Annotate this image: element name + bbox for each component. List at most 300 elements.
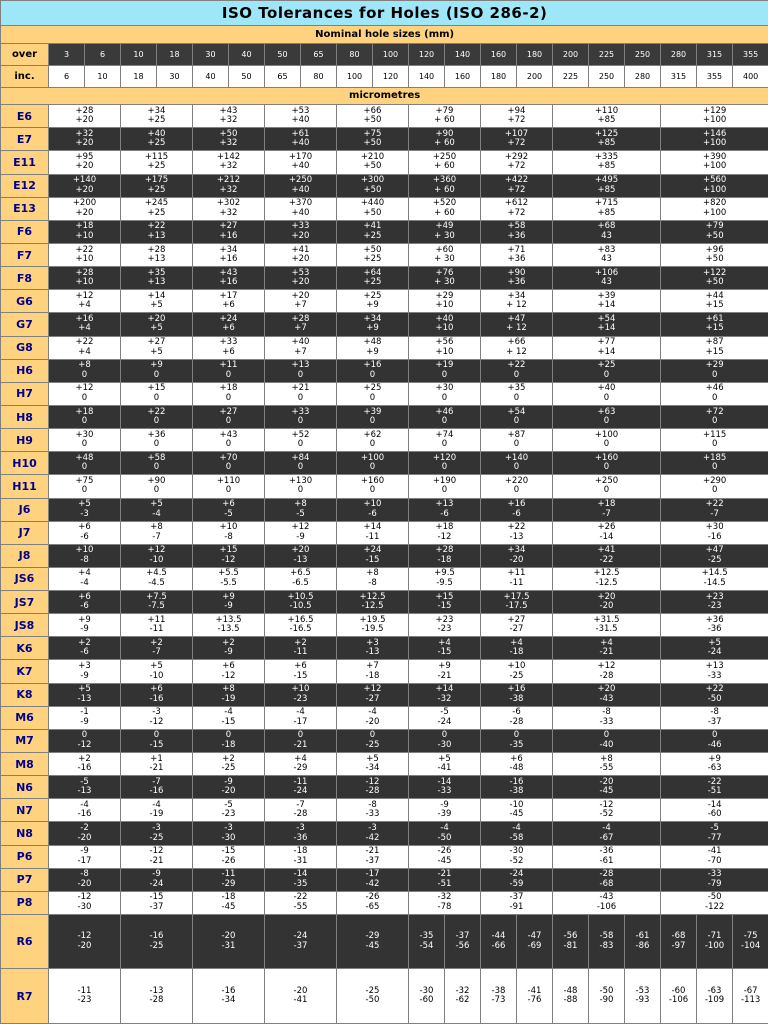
lower-deviation: +32 (219, 184, 238, 195)
tolerance-value-cell (481, 915, 517, 969)
upper-deviation: -12 (77, 931, 92, 942)
upper-deviation: -56 (563, 931, 578, 942)
table-row (1, 105, 768, 128)
upper-deviation: +40 (597, 383, 616, 394)
lower-deviation: -11 (509, 577, 524, 588)
tolerance-value-cell (409, 729, 481, 752)
lower-deviation: +100 (702, 184, 727, 195)
tolerance-value-cell (193, 868, 265, 891)
lower-deviation: +36 (507, 254, 526, 265)
tolerance-value-cell (337, 475, 409, 498)
tolerance-value-cell (265, 290, 337, 313)
tolerance-value-cell (481, 969, 517, 1024)
upper-deviation: +84 (291, 452, 310, 463)
upper-deviation: +20 (597, 684, 616, 695)
upper-deviation: +250 (594, 475, 619, 486)
upper-deviation: +25 (363, 383, 382, 394)
upper-deviation: -4 (512, 823, 521, 834)
upper-deviation: +4 (294, 753, 307, 764)
tolerance-value-cell (49, 591, 121, 614)
upper-deviation: -11 (221, 869, 236, 880)
lower-deviation: -88 (563, 995, 578, 1006)
tolerance-value-cell (265, 405, 337, 428)
tolerance-value-cell (661, 753, 768, 776)
tolerance-class-label: E11 (1, 151, 49, 174)
upper-deviation: +10 (75, 545, 94, 556)
lower-deviation: +100 (702, 207, 727, 218)
upper-deviation: -7 (296, 799, 305, 810)
tolerance-value-cell (121, 868, 193, 891)
lower-deviation: 0 (225, 462, 232, 473)
upper-deviation: -14 (293, 869, 308, 880)
upper-deviation: +44 (705, 290, 724, 301)
lower-deviation: -81 (563, 940, 578, 951)
tolerance-value-cell (49, 799, 121, 822)
inc-size-cell: 355 (697, 65, 733, 87)
upper-deviation: +2 (294, 637, 307, 648)
tolerance-class-label: JS8 (1, 614, 49, 637)
upper-deviation: +13.5 (215, 614, 242, 625)
lower-deviation: -24 (437, 716, 452, 727)
lower-deviation: +6 (222, 323, 235, 334)
tolerance-value-cell (193, 452, 265, 475)
tolerance-value-cell (553, 845, 661, 868)
lower-deviation: +4 (78, 346, 91, 357)
upper-deviation: -22 (293, 892, 308, 903)
tolerance-value-cell (193, 475, 265, 498)
upper-deviation: -4 (368, 707, 377, 718)
lower-deviation: -20 (77, 832, 92, 843)
lower-deviation: 0 (369, 392, 376, 403)
tolerance-value-cell (661, 220, 768, 243)
lower-deviation: -36 (293, 832, 308, 843)
lower-deviation: -28 (365, 786, 380, 797)
tolerance-value-cell (121, 452, 193, 475)
tolerance-value-cell (661, 637, 768, 660)
over-size-cell: 40 (229, 43, 265, 65)
lower-deviation: -12 (221, 554, 236, 565)
tolerance-value-cell (49, 915, 121, 969)
lower-deviation: +50 (705, 277, 724, 288)
lower-deviation: -6 (80, 601, 89, 612)
upper-deviation: +14 (147, 290, 166, 301)
table-row (1, 776, 768, 799)
tolerance-value-cell (445, 969, 481, 1024)
over-size-cell: 355 (733, 43, 768, 65)
lower-deviation: -54 (419, 940, 434, 951)
over-size-cell: 315 (697, 43, 733, 65)
upper-deviation: +17 (219, 290, 238, 301)
tolerance-value-cell (337, 243, 409, 266)
upper-deviation: -25 (365, 985, 380, 996)
table-row (1, 868, 768, 891)
inc-size-cell: 40 (193, 65, 229, 87)
tolerance-value-cell (265, 753, 337, 776)
lower-deviation: -11 (293, 647, 308, 658)
tolerance-value-cell (337, 845, 409, 868)
upper-deviation: +3 (366, 637, 379, 648)
tolerance-value-cell (661, 567, 768, 590)
table-row (1, 614, 768, 637)
upper-deviation: 0 (153, 730, 160, 741)
upper-deviation: +160 (594, 452, 619, 463)
tolerance-value-cell (121, 544, 193, 567)
lower-deviation: -5 (224, 508, 233, 519)
table-row (1, 706, 768, 729)
tolerance-value-cell (553, 313, 661, 336)
table-row (1, 243, 768, 266)
tolerance-value-cell (49, 567, 121, 590)
tolerance-value-cell (121, 637, 193, 660)
tolerance-value-cell (337, 591, 409, 614)
over-size-cell: 6 (85, 43, 121, 65)
upper-deviation: -17 (365, 869, 380, 880)
upper-deviation: +6 (222, 661, 235, 672)
upper-deviation: +12 (363, 684, 382, 695)
upper-deviation: +12.5 (359, 591, 386, 602)
tolerance-class-label: JS6 (1, 567, 49, 590)
tolerance-value-cell (193, 105, 265, 128)
lower-deviation: -25 (221, 763, 236, 774)
lower-deviation: -86 (635, 940, 650, 951)
upper-deviation: +20 (291, 290, 310, 301)
tolerance-value-cell (121, 891, 193, 914)
upper-deviation: +212 (216, 175, 241, 186)
tolerance-value-cell (121, 128, 193, 151)
lower-deviation: -9.5 (436, 577, 453, 588)
upper-deviation: +13 (291, 360, 310, 371)
upper-deviation: +24 (363, 545, 382, 556)
upper-deviation: -10 (509, 799, 524, 810)
lower-deviation: -20 (221, 786, 236, 797)
lower-deviation: +25 (147, 184, 166, 195)
upper-deviation: +70 (219, 452, 238, 463)
tolerance-class-label: J6 (1, 498, 49, 521)
upper-deviation: +10.5 (287, 591, 314, 602)
lower-deviation: 0 (81, 369, 88, 380)
lower-deviation: +7 (294, 323, 307, 334)
lower-deviation: -13 (365, 647, 380, 658)
tolerance-class-label: N6 (1, 776, 49, 799)
lower-deviation: -20 (509, 554, 524, 565)
upper-deviation: +72 (705, 406, 724, 417)
lower-deviation: 0 (153, 392, 160, 403)
tolerance-value-cell (337, 567, 409, 590)
upper-deviation: +200 (72, 198, 97, 209)
lower-deviation: -100 (704, 940, 725, 951)
upper-deviation: +90 (147, 475, 166, 486)
lower-deviation: -19 (149, 809, 164, 820)
lower-deviation: -7.5 (148, 601, 165, 612)
tolerance-value-cell (481, 614, 553, 637)
inc-size-cell: 400 (733, 65, 768, 87)
lower-deviation: -79 (707, 878, 722, 889)
upper-deviation: +5 (366, 753, 379, 764)
upper-deviation: -44 (491, 931, 506, 942)
tolerance-value-cell (661, 915, 697, 969)
tolerance-value-cell (337, 220, 409, 243)
upper-deviation: +62 (363, 429, 382, 440)
upper-deviation: +5 (708, 637, 721, 648)
lower-deviation: -20 (77, 940, 92, 951)
tolerance-value-cell (553, 868, 661, 891)
upper-deviation: -67 (743, 985, 758, 996)
lower-deviation: +10 (435, 323, 454, 334)
tolerance-class-label: K6 (1, 637, 49, 660)
lower-deviation: -40 (599, 739, 614, 750)
tolerance-value-cell (337, 822, 409, 845)
upper-deviation: +32 (75, 128, 94, 139)
tolerance-value-cell (553, 498, 661, 521)
upper-deviation: +90 (507, 267, 526, 278)
upper-deviation: 0 (603, 730, 610, 741)
upper-deviation: +35 (147, 267, 166, 278)
tolerance-value-cell (337, 683, 409, 706)
table-row (1, 336, 768, 359)
lower-deviation: -66 (491, 940, 506, 951)
upper-deviation: +46 (705, 383, 724, 394)
upper-deviation: -8 (710, 707, 719, 718)
tolerance-value-cell (409, 267, 481, 290)
upper-deviation: -9 (440, 799, 449, 810)
tolerance-class-label: E6 (1, 105, 49, 128)
tolerance-value-cell (481, 521, 553, 544)
upper-deviation: -4 (152, 799, 161, 810)
over-size-cell: 120 (409, 43, 445, 65)
tolerance-value-cell (337, 915, 409, 969)
lower-deviation: -18 (365, 670, 380, 681)
lower-deviation: +50 (363, 161, 382, 172)
tolerance-value-cell (265, 799, 337, 822)
lower-deviation: -7 (710, 508, 719, 519)
lower-deviation: +10 (435, 300, 454, 311)
tolerance-value-cell (481, 128, 553, 151)
tolerance-value-cell (409, 891, 481, 914)
tolerance-value-cell (193, 799, 265, 822)
tolerance-value-cell (409, 243, 481, 266)
tolerance-value-cell (481, 891, 553, 914)
upper-deviation: +560 (702, 175, 727, 186)
upper-deviation: +53 (291, 267, 310, 278)
lower-deviation: -25 (365, 739, 380, 750)
tolerance-value-cell (697, 915, 733, 969)
tolerance-value-cell (49, 729, 121, 752)
tolerance-value-cell (661, 128, 768, 151)
tolerance-value-cell (553, 683, 661, 706)
lower-deviation: -30 (77, 901, 92, 912)
tolerance-value-cell (265, 359, 337, 382)
tolerance-value-cell (481, 776, 553, 799)
lower-deviation: + 30 (434, 277, 455, 288)
lower-deviation: -59 (509, 878, 524, 889)
table-row (1, 521, 768, 544)
upper-deviation: -4 (440, 823, 449, 834)
lower-deviation: -38 (509, 693, 524, 704)
tolerance-value-cell (121, 359, 193, 382)
tolerance-value-cell (337, 429, 409, 452)
upper-deviation: +28 (147, 244, 166, 255)
lower-deviation: -35 (509, 739, 524, 750)
lower-deviation: + 60 (434, 115, 455, 126)
lower-deviation: -20 (365, 716, 380, 727)
tolerance-value-cell (265, 105, 337, 128)
tolerance-value-cell (661, 429, 768, 452)
tolerance-value-cell (661, 729, 768, 752)
upper-deviation: +74 (435, 429, 454, 440)
upper-deviation: +36 (705, 614, 724, 625)
lower-deviation: +50 (363, 184, 382, 195)
tolerance-value-cell (49, 128, 121, 151)
tolerance-value-cell (193, 521, 265, 544)
upper-deviation: +6.5 (290, 568, 311, 579)
tolerance-value-cell (661, 683, 768, 706)
tolerance-class-label: M7 (1, 729, 49, 752)
upper-deviation: +94 (507, 105, 526, 116)
upper-deviation: +9 (222, 591, 235, 602)
lower-deviation: +20 (75, 184, 94, 195)
tolerance-value-cell (265, 128, 337, 151)
upper-deviation: -60 (671, 985, 686, 996)
tolerance-value-cell (121, 267, 193, 290)
upper-deviation: +10 (363, 499, 382, 510)
lower-deviation: 0 (711, 485, 718, 496)
upper-deviation: -15 (149, 892, 164, 903)
tolerance-value-cell (193, 243, 265, 266)
lower-deviation: +5 (150, 300, 163, 311)
table-row (1, 498, 768, 521)
lower-deviation: -122 (705, 901, 725, 912)
upper-deviation: -11 (77, 985, 92, 996)
lower-deviation: -10.5 (289, 601, 312, 612)
tolerance-class-label: R7 (1, 969, 49, 1024)
inc-size-cell: 120 (373, 65, 409, 87)
upper-deviation: +715 (594, 198, 619, 209)
tolerance-value-cell (193, 915, 265, 969)
tolerance-value-cell (265, 197, 337, 220)
tolerance-value-cell (409, 429, 481, 452)
lower-deviation: +36 (507, 230, 526, 241)
lower-deviation: -9 (224, 647, 233, 658)
upper-deviation: +50 (219, 128, 238, 139)
lower-deviation: +10 (435, 346, 454, 357)
tolerance-value-cell (121, 660, 193, 683)
tolerance-value-cell (553, 429, 661, 452)
upper-deviation: +4 (78, 568, 91, 579)
upper-deviation: 0 (297, 730, 304, 741)
lower-deviation: +40 (291, 161, 310, 172)
lower-deviation: -7 (152, 647, 161, 658)
lower-deviation: + 60 (434, 161, 455, 172)
upper-deviation: -30 (419, 985, 434, 996)
upper-deviation: +26 (597, 522, 616, 533)
upper-deviation: -28 (599, 869, 614, 880)
tolerance-value-cell (409, 915, 445, 969)
tolerance-value-cell (409, 405, 481, 428)
upper-deviation: -41 (527, 985, 542, 996)
upper-deviation: +58 (507, 221, 526, 232)
lower-deviation: -27 (509, 624, 524, 635)
lower-deviation: -15 (365, 554, 380, 565)
lower-deviation: +14 (597, 300, 616, 311)
lower-deviation: +50 (363, 115, 382, 126)
tolerance-value-cell (121, 429, 193, 452)
lower-deviation: 0 (513, 462, 520, 473)
inc-size-cell: 50 (229, 65, 265, 87)
inc-size-cell: 80 (301, 65, 337, 87)
upper-deviation: -33 (707, 869, 722, 880)
tolerance-value-cell (409, 313, 481, 336)
lower-deviation: +100 (702, 115, 727, 126)
tolerance-value-cell (121, 382, 193, 405)
tolerance-value-cell (193, 498, 265, 521)
lower-deviation: -17 (293, 716, 308, 727)
upper-deviation: +28 (75, 105, 94, 116)
tolerance-value-cell (481, 729, 553, 752)
tolerance-value-cell (193, 614, 265, 637)
tolerance-value-cell (481, 267, 553, 290)
tolerance-value-cell (193, 753, 265, 776)
tolerance-value-cell (121, 197, 193, 220)
lower-deviation: +9 (366, 346, 379, 357)
upper-deviation: +170 (288, 151, 313, 162)
upper-deviation: +22 (75, 244, 94, 255)
lower-deviation: -42 (365, 878, 380, 889)
upper-deviation: -21 (437, 869, 452, 880)
lower-deviation: -9 (224, 601, 233, 612)
lower-deviation: +32 (219, 115, 238, 126)
lower-deviation: -19.5 (361, 624, 384, 635)
upper-deviation: -5 (80, 776, 89, 787)
lower-deviation: +6 (222, 300, 235, 311)
lower-deviation: -9 (80, 716, 89, 727)
tolerance-value-cell (265, 267, 337, 290)
upper-deviation: +390 (702, 151, 727, 162)
tolerance-value-cell (481, 753, 553, 776)
lower-deviation: 0 (153, 485, 160, 496)
upper-deviation: +47 (705, 545, 724, 556)
tolerance-value-cell (409, 637, 481, 660)
lower-deviation: -20 (599, 601, 614, 612)
lower-deviation: +14 (597, 323, 616, 334)
over-size-cell: 160 (481, 43, 517, 65)
tolerance-value-cell (517, 969, 553, 1024)
upper-deviation: +22 (147, 406, 166, 417)
lower-deviation: -29 (293, 763, 308, 774)
tolerance-value-cell (553, 891, 661, 914)
lower-deviation: -11 (149, 624, 164, 635)
lower-deviation: +72 (507, 161, 526, 172)
upper-deviation: +107 (504, 128, 529, 139)
lower-deviation: -27 (365, 693, 380, 704)
lower-deviation: 0 (81, 462, 88, 473)
lower-deviation: 0 (603, 416, 610, 426)
upper-deviation: -26 (437, 846, 452, 857)
tolerance-class-label: E7 (1, 128, 49, 151)
tolerance-value-cell (337, 105, 409, 128)
upper-deviation: -5 (440, 707, 449, 718)
tolerance-value-cell (337, 799, 409, 822)
tolerance-class-label: N7 (1, 799, 49, 822)
lower-deviation: -8 (80, 554, 89, 565)
upper-deviation: +10 (507, 661, 526, 672)
upper-deviation: -8 (602, 707, 611, 718)
upper-deviation: -3 (152, 707, 161, 718)
upper-deviation: +39 (597, 290, 616, 301)
upper-deviation: +190 (432, 475, 457, 486)
lower-deviation: 0 (297, 462, 304, 473)
lower-deviation: 0 (81, 416, 88, 426)
lower-deviation: -11 (365, 531, 380, 542)
